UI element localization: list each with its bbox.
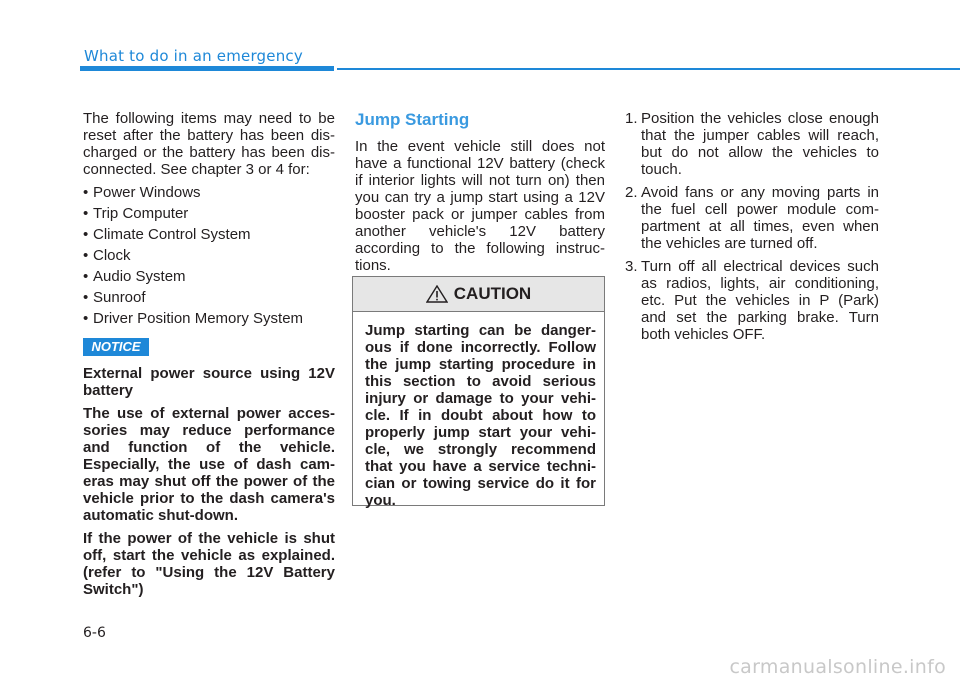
bullet-icon: • [83, 247, 89, 264]
jump-starting-body: In the event vehicle still does not have a functional 12V battery (check if interior lights will not turn on) then you can try a jump start using a 12V booster pack or jumper cables from another vehicle's 12V battery according to the following instruc-tions. [355, 138, 605, 274]
bullet-icon: • [83, 310, 89, 327]
list-item: • Clock [83, 247, 131, 264]
bullet-icon: • [83, 226, 89, 243]
step-text: Avoid fans or any moving parts in the fuel cell power module com-partment at all times, even when the vehicles are turned off. [641, 184, 879, 252]
section-header-title: What to do in an emergency [84, 47, 303, 65]
reset-items-list [83, 184, 335, 327]
list-item: • Power Windows [83, 184, 201, 201]
list-item: • Sunroof [83, 289, 146, 306]
list-item [625, 258, 879, 343]
step-text: Position the vehicles close enough that the jumper cables will reach, but do not allow the vehicles to touch. [641, 110, 879, 178]
page-number: 6-6 [83, 625, 106, 641]
caution-label: CAUTION [453, 284, 532, 303]
caution-box [352, 276, 605, 509]
jump-starting-heading: Jump Starting [355, 110, 470, 129]
step-number: 2. [625, 184, 638, 201]
reset-intro-text: The following items may need to be reset after the battery has been dis-charged or the battery has been dis-connected. See chapter 3 or 4 for: [83, 110, 335, 178]
warning-triangle-icon [426, 285, 448, 303]
list-item: • Audio System [83, 268, 186, 285]
watermark: carmanualsonline.info [729, 656, 946, 678]
header-rule-thick [80, 66, 334, 71]
notice-title: External power source using 12V battery [83, 365, 335, 399]
left-column [83, 110, 335, 331]
notice-body [83, 365, 335, 604]
jump-start-steps [625, 110, 879, 343]
notice-paragraph-2: If the power of the vehicle is shut off, start the vehicle as explained. (refer to "Using the 12V Battery Switch") [83, 530, 335, 598]
bullet-icon: • [83, 289, 89, 306]
bullet-icon: • [83, 205, 89, 222]
caution-text: Jump starting can be danger-ous if done incorrectly. Follow the jump starting procedure in this section to avoid serious injury or damage to your vehi-cle. If in doubt about how to properly jump start your vehi-cle, we strongly recommend that you have a service techni-cian or towing service do it for you. [365, 322, 596, 509]
right-column [625, 110, 879, 349]
caution-header [353, 277, 604, 312]
list-item: • Trip Computer [83, 205, 189, 222]
notice-badge: NOTICE [83, 338, 149, 356]
bullet-icon: • [83, 184, 89, 201]
bullet-icon: • [83, 268, 89, 285]
list-item [625, 184, 879, 252]
step-number: 3. [625, 258, 638, 275]
list-item: • Driver Position Memory System [83, 310, 304, 327]
notice-paragraph-1: The use of external power acces-sories may reduce performance and function of the vehicle. Especially, the use of dash cam-eras may shut off the power of the vehicle prior to the dash camera's automatic shut-down. [83, 405, 335, 524]
step-number: 1. [625, 110, 638, 127]
list-item [625, 110, 879, 178]
middle-column [355, 110, 605, 274]
header-rule-thin [337, 68, 960, 70]
list-item: • Climate Control System [83, 226, 251, 243]
step-text: Turn off all electrical devices such as radios, lights, air conditioning, etc. Put the vehicles in P (Park) and set the parking brake. Turn both vehicles OFF. [641, 258, 879, 343]
